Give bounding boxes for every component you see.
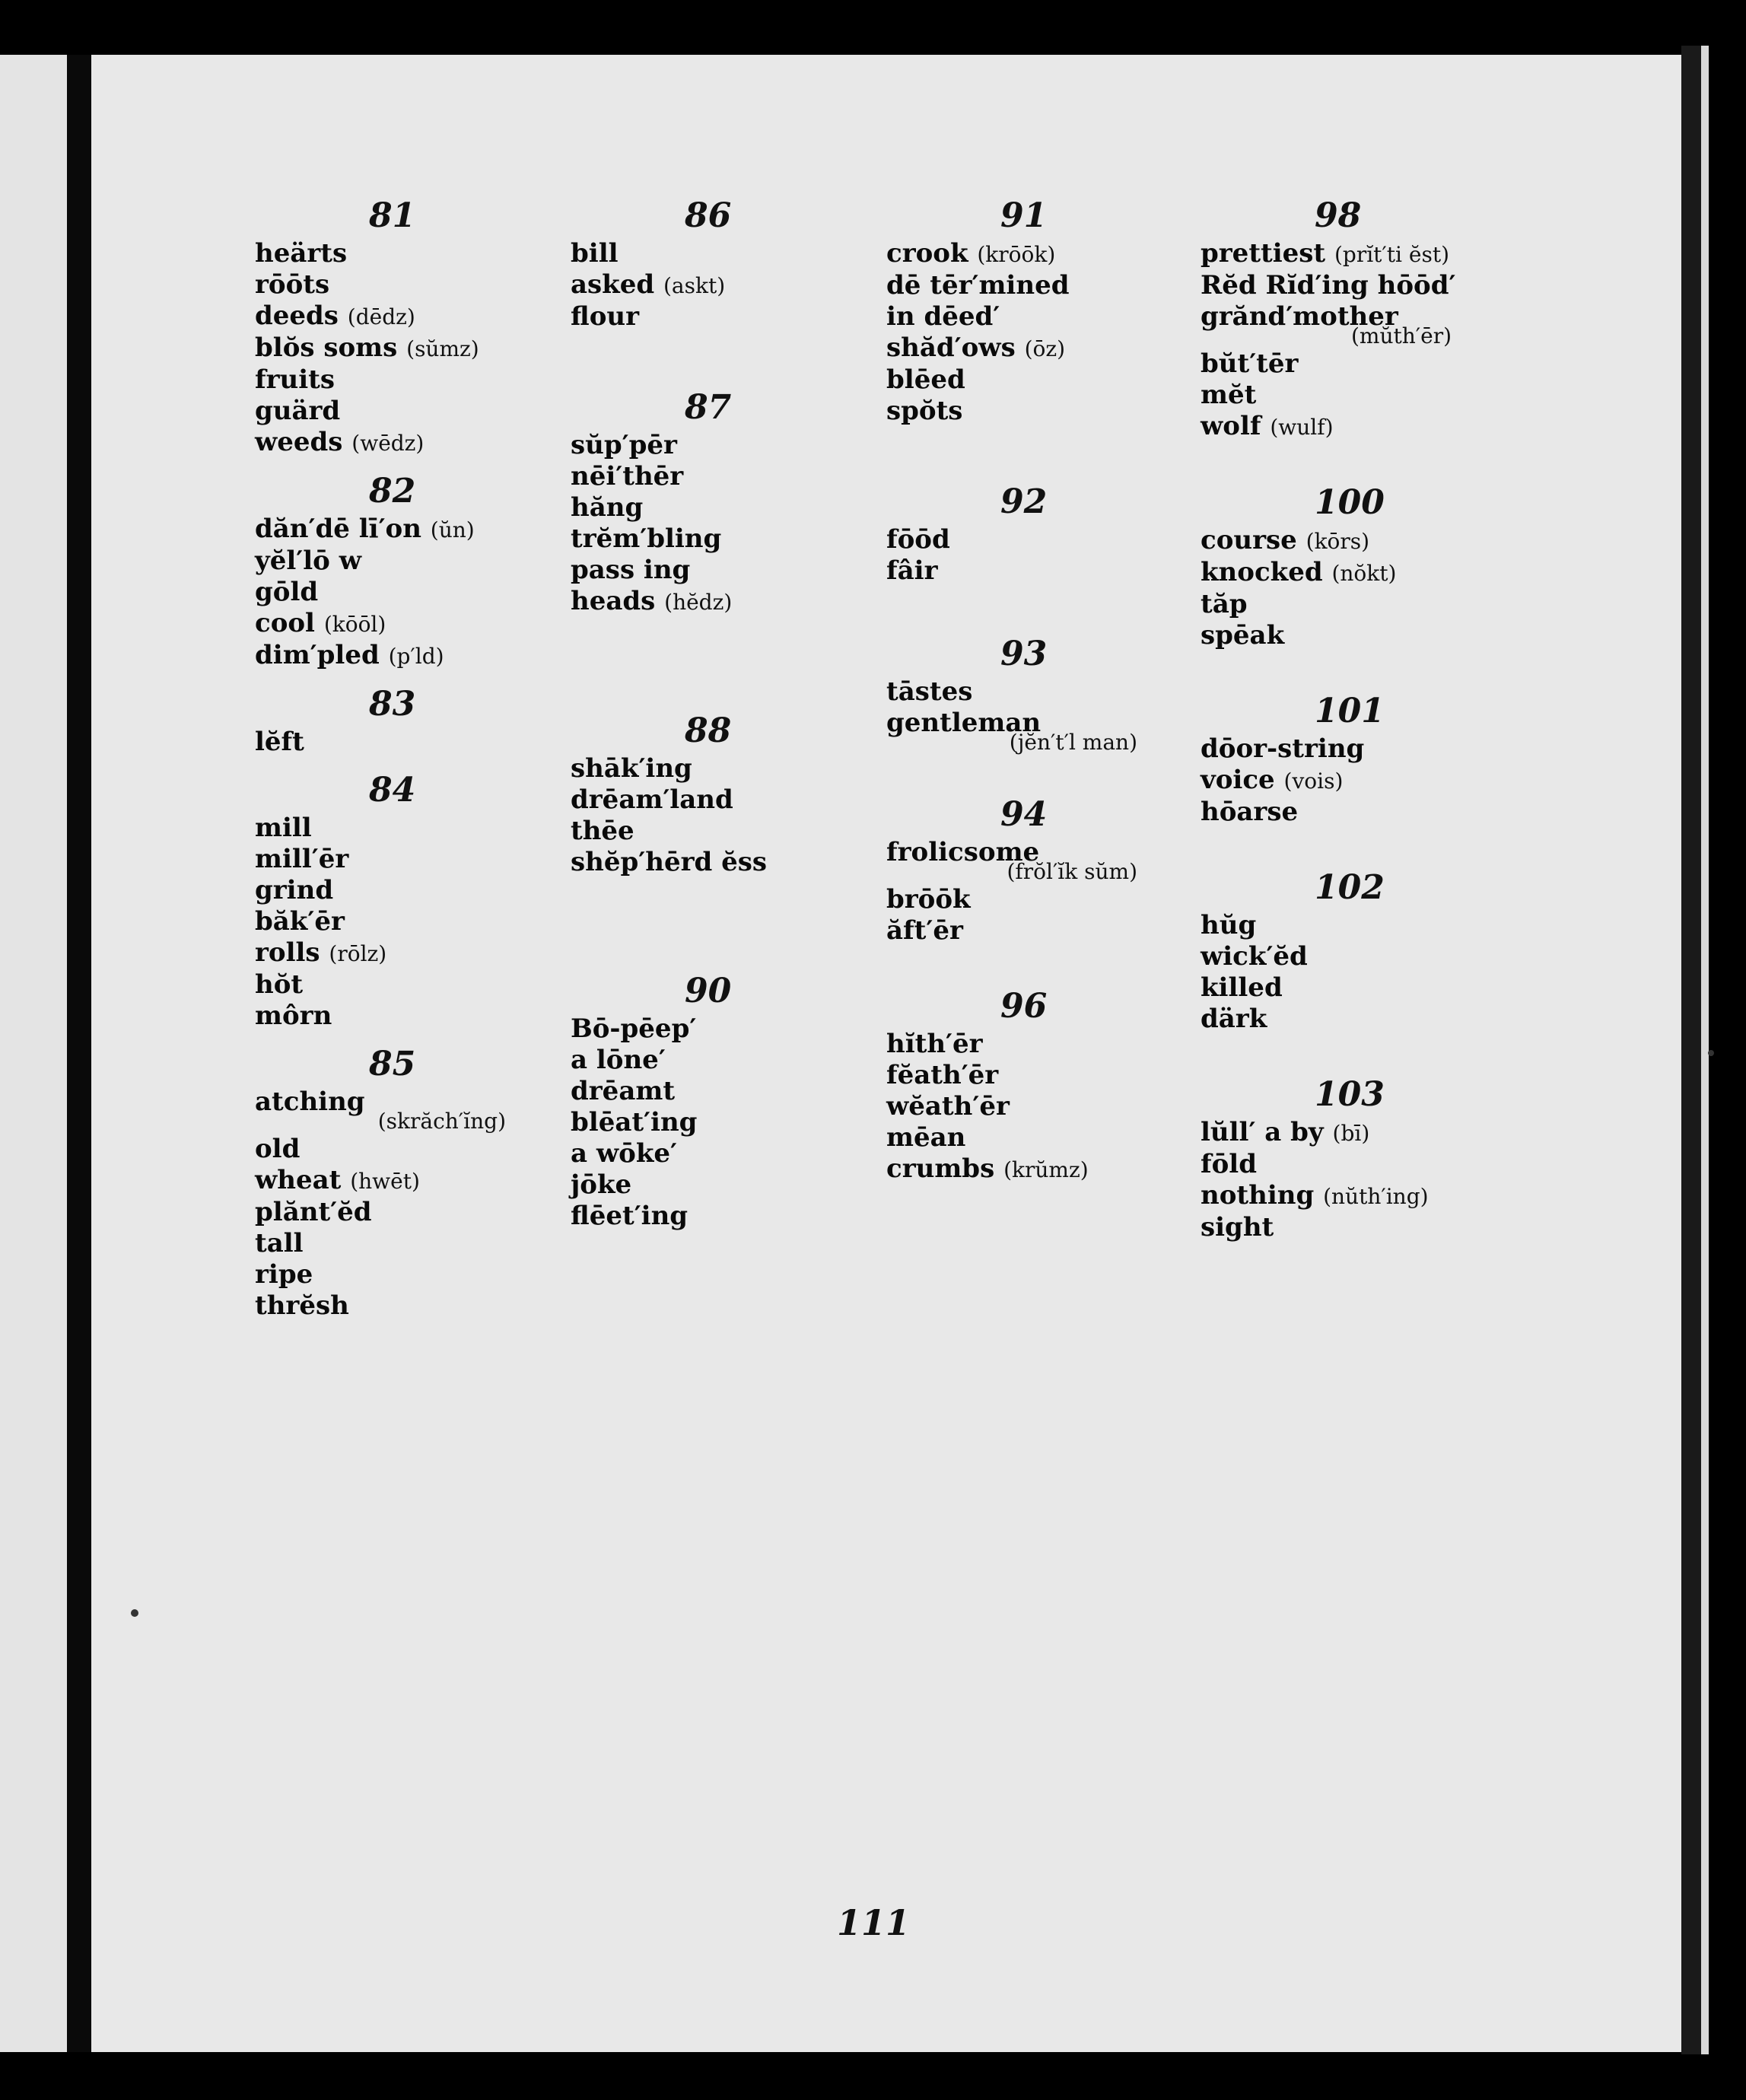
vocab-word <box>255 1228 506 1259</box>
vocab-word <box>255 577 506 608</box>
vocab-word <box>571 238 767 269</box>
left-page-strip <box>0 55 67 2052</box>
word-text: trĕm′bling <box>571 523 722 554</box>
vocab-word <box>1201 1117 1455 1149</box>
pronunciation: (krŭmz) <box>1003 1157 1089 1182</box>
word-text: fōōd <box>886 524 950 555</box>
vocab-word <box>886 915 1137 947</box>
word-text: mēan <box>886 1122 966 1153</box>
word-text: yĕl′lō w <box>255 546 361 576</box>
vocab-word <box>571 753 767 784</box>
vocab-word <box>886 238 1137 270</box>
vocab-word <box>571 1013 767 1045</box>
vocab-word <box>1201 270 1455 301</box>
pronunciation: (kōrs) <box>1306 529 1370 554</box>
vocab-word <box>255 1165 506 1197</box>
pronunciation: (bī) <box>1332 1121 1370 1146</box>
vocab-word <box>886 1029 1137 1060</box>
word-text: shăd′ows <box>886 332 1016 363</box>
word-text: tall <box>255 1228 304 1258</box>
word-text: shĕp′hērd ĕss <box>571 847 768 877</box>
pronunciation: (wulf) <box>1270 415 1334 440</box>
lesson-number: 81 <box>369 196 416 235</box>
word-text: thrĕsh <box>255 1290 349 1321</box>
word-text: hŭg <box>1201 910 1257 940</box>
page-edge <box>1681 46 1701 2054</box>
word-column-1 <box>255 194 506 1322</box>
lesson-number: 85 <box>369 1045 416 1083</box>
vocab-word <box>255 1197 506 1228</box>
word-text: a wōke′ <box>571 1138 677 1169</box>
word-text: killed <box>1201 972 1283 1003</box>
word-text: course <box>1201 525 1297 555</box>
word-column-4 <box>1201 194 1455 1243</box>
vocab-word <box>255 301 506 332</box>
word-text: knocked <box>1201 557 1323 587</box>
vocab-word <box>886 364 1137 396</box>
lesson-number: 92 <box>1000 482 1048 521</box>
lesson-block <box>1201 194 1455 443</box>
word-text: gōld <box>255 577 319 607</box>
pronunciation: (nŭth′ing) <box>1323 1184 1429 1209</box>
word-text: lŭll′ a by <box>1201 1117 1324 1147</box>
lesson-block <box>571 194 767 332</box>
pronunciation: (frŏl′ĭk sŭm) <box>1007 859 1137 884</box>
vocab-word <box>1201 557 1455 589</box>
vocab-word <box>1201 238 1455 270</box>
lesson-number: 93 <box>1000 635 1048 673</box>
ink-speck <box>131 1609 138 1617</box>
word-text: rōōts <box>255 269 330 300</box>
word-text: grind <box>255 875 334 905</box>
vocab-word <box>255 1290 506 1322</box>
vocab-word <box>571 784 767 816</box>
word-text: deeds <box>255 301 339 331</box>
vocab-word <box>571 1138 767 1169</box>
vocab-word <box>571 816 767 847</box>
word-text: tāstes <box>886 676 973 707</box>
vocab-word <box>886 1153 1137 1185</box>
pronunciation: (rōlz) <box>329 941 387 966</box>
word-text: prettiest <box>1201 238 1326 269</box>
word-text: hăng <box>571 492 644 523</box>
vocab-word <box>886 555 1137 587</box>
vocab-word <box>886 1060 1137 1091</box>
lesson-block <box>255 469 506 672</box>
vocab-word <box>886 332 1137 364</box>
vocab-word <box>1201 941 1455 972</box>
word-text: crook <box>886 238 968 269</box>
vocab-word <box>255 813 506 844</box>
lesson-block <box>571 709 767 878</box>
vocab-word <box>571 1107 767 1138</box>
word-text: heärts <box>255 238 348 269</box>
word-text: plănt′ĕd <box>255 1197 372 1227</box>
vocab-word <box>1201 910 1455 941</box>
lesson-block <box>886 194 1137 427</box>
word-text: môrn <box>255 1001 332 1031</box>
vocab-word <box>1201 797 1455 828</box>
pronunciation: (askt) <box>663 273 726 298</box>
lesson-block <box>886 632 1137 755</box>
word-text: frolicsome <box>886 837 1040 867</box>
word-text: hŏt <box>255 969 304 1000</box>
lesson-block <box>886 985 1137 1185</box>
pronunciation: (dēdz) <box>347 304 415 329</box>
vocab-word <box>1201 411 1455 443</box>
vocab-word <box>886 396 1137 427</box>
ink-speck <box>1708 1050 1714 1056</box>
word-text: heads <box>571 586 656 616</box>
word-text: wick′ĕd <box>1201 941 1308 972</box>
vocab-word <box>255 427 506 459</box>
word-text: in dēed′ <box>886 301 1000 332</box>
vocab-word <box>255 546 506 577</box>
word-text: crumbs <box>886 1153 995 1184</box>
vocab-word <box>1201 525 1455 557</box>
lesson-block <box>1201 481 1455 651</box>
vocab-word <box>1201 765 1455 797</box>
page-number: 111 <box>837 1902 911 1943</box>
word-text: băk′ēr <box>255 906 345 937</box>
pronunciation: (ōz) <box>1024 336 1066 361</box>
lesson-number: 98 <box>1315 196 1362 235</box>
vocab-word <box>571 301 767 332</box>
word-text: Rĕd Rĭd′ing hōōd′ <box>1201 270 1456 301</box>
vocab-word <box>571 492 767 523</box>
pronunciation: (jĕn′t′l man) <box>1009 730 1137 755</box>
word-text: ripe <box>255 1259 313 1290</box>
vocab-word <box>255 238 506 269</box>
vocab-word <box>1201 348 1455 380</box>
word-text: flēet′ing <box>571 1201 689 1231</box>
vocab-word <box>1201 589 1455 620</box>
word-text: grănd′mother <box>1201 301 1398 332</box>
word-text: drēam′land <box>571 784 733 815</box>
vocab-word <box>886 301 1137 332</box>
pronunciation: (vois) <box>1283 768 1344 794</box>
pronunciation: (skrăch′ĭng) <box>377 1109 506 1134</box>
word-text: drēamt <box>571 1076 676 1106</box>
word-text: nothing <box>1201 1180 1315 1211</box>
word-text: bŭt′tēr <box>1201 348 1299 379</box>
vocab-word <box>886 1122 1137 1153</box>
vocab-word <box>1201 380 1455 411</box>
word-text: brōōk <box>886 884 971 915</box>
vocab-word <box>886 524 1137 555</box>
lesson-number: 94 <box>1000 795 1048 834</box>
lesson-number: 88 <box>685 711 732 750</box>
word-text: blēed <box>886 364 965 395</box>
pronunciation: (prĭt′ti ĕst) <box>1334 242 1449 267</box>
word-text: voice <box>1201 765 1275 795</box>
vocab-word <box>1201 1212 1455 1243</box>
lesson-number: 83 <box>369 685 416 724</box>
vocab-word <box>571 555 767 586</box>
vocab-word <box>1201 1004 1455 1035</box>
word-text: spŏts <box>886 396 963 426</box>
vocab-word <box>255 844 506 875</box>
word-text: a lōne′ <box>571 1045 666 1075</box>
lesson-number: 100 <box>1315 483 1385 522</box>
vocab-word <box>255 1001 506 1032</box>
word-text: jōke <box>571 1169 632 1200</box>
word-text: hōarse <box>1201 797 1299 827</box>
pronunciation: (kōōl) <box>323 612 386 637</box>
vocab-word <box>255 727 506 758</box>
pronunciation: (nŏkt) <box>1331 561 1397 586</box>
vocab-word <box>886 270 1137 301</box>
vocab-word <box>1201 733 1455 765</box>
lesson-block <box>1201 689 1455 828</box>
word-text: Bō-pēep′ <box>571 1013 697 1044</box>
vocab-word <box>1201 1180 1455 1212</box>
vocab-word <box>1201 620 1455 651</box>
word-text: shāk′ing <box>571 753 692 784</box>
word-text: old <box>255 1134 301 1164</box>
word-text: rolls <box>255 937 320 968</box>
vocab-word <box>571 1045 767 1076</box>
vocab-word <box>571 1169 767 1201</box>
word-text: sŭp′pēr <box>571 430 677 460</box>
vocab-word <box>1201 1149 1455 1180</box>
lesson-block <box>1201 1073 1455 1243</box>
vocab-word <box>255 1134 506 1165</box>
lesson-number: 86 <box>685 196 732 235</box>
vocab-word <box>571 1076 767 1107</box>
lesson-number: 90 <box>685 972 732 1010</box>
lesson-number: 91 <box>1000 196 1048 235</box>
vocab-word <box>571 430 767 461</box>
pronunciation: (hĕdz) <box>664 590 733 615</box>
lesson-block <box>571 386 767 618</box>
vocab-word <box>255 269 506 301</box>
word-text: spēak <box>1201 620 1285 651</box>
word-text: gentleman <box>886 708 1042 738</box>
lesson-number: 101 <box>1315 692 1385 730</box>
word-text: weeds <box>255 427 343 457</box>
word-text: fōld <box>1201 1149 1257 1179</box>
vocab-word <box>255 906 506 937</box>
vocab-word <box>255 640 506 672</box>
pronunciation: (hwēt) <box>350 1169 420 1194</box>
word-text: därk <box>1201 1004 1267 1034</box>
pronunciation: (p′ld) <box>388 644 444 669</box>
lesson-block <box>255 768 506 1032</box>
lesson-block <box>255 1042 506 1322</box>
lesson-block <box>886 480 1137 587</box>
word-text: fruits <box>255 364 336 395</box>
vocab-word <box>255 364 506 396</box>
lesson-block <box>571 969 767 1232</box>
word-text: thēe <box>571 816 634 846</box>
lesson-block <box>255 682 506 758</box>
vocab-word <box>255 332 506 364</box>
vocab-word <box>255 514 506 546</box>
pronunciation: (ŭn) <box>430 517 475 542</box>
word-text: nēi′thēr <box>571 461 684 492</box>
word-text: dim′pled <box>255 640 380 670</box>
lesson-block <box>1201 866 1455 1035</box>
pronunciation: (mŭth′ēr) <box>1350 323 1452 348</box>
pronunciation: (krōōk) <box>977 242 1056 267</box>
pronunciation: (sŭmz) <box>406 336 479 361</box>
vocab-word <box>571 269 767 301</box>
vocab-word <box>571 847 767 878</box>
vocab-word <box>1201 972 1455 1004</box>
vocab-word <box>886 1091 1137 1122</box>
word-text: mill <box>255 813 312 843</box>
word-text: dē tēr′mined <box>886 270 1070 301</box>
pronunciation: (wēdz) <box>351 431 425 456</box>
word-text: cool <box>255 608 315 638</box>
lesson-number: 102 <box>1315 868 1385 907</box>
word-text: asked <box>571 269 655 300</box>
vocab-word <box>571 586 767 618</box>
lesson-number: 84 <box>369 771 416 810</box>
page-gutter <box>67 55 91 2052</box>
word-text: tăp <box>1201 589 1248 619</box>
word-text: dăn′dē lī′on <box>255 514 421 544</box>
vocab-word <box>255 608 506 640</box>
word-text: hĭth′ēr <box>886 1029 983 1059</box>
lesson-block <box>886 793 1137 947</box>
word-text: bill <box>571 238 619 269</box>
page-edge-light <box>1701 46 1709 2054</box>
word-column-2 <box>571 194 767 1232</box>
word-text: dōor-string <box>1201 733 1365 764</box>
word-text: fâir <box>886 555 938 586</box>
word-text: sight <box>1201 1212 1274 1242</box>
lesson-number: 87 <box>685 388 732 427</box>
word-text: blēat′ing <box>571 1107 698 1138</box>
word-text: ăft′ēr <box>886 915 963 946</box>
word-column-3 <box>886 194 1137 1185</box>
vocab-word <box>571 523 767 555</box>
word-text: wĕath′ēr <box>886 1091 1010 1122</box>
word-text: pass ing <box>571 555 691 585</box>
word-text: lĕft <box>255 727 304 757</box>
lesson-block <box>255 194 506 459</box>
lesson-number: 96 <box>1000 987 1048 1026</box>
vocab-word <box>571 461 767 492</box>
vocab-word <box>886 884 1137 915</box>
vocab-word <box>255 937 506 969</box>
word-text: flour <box>571 301 640 332</box>
vocab-word <box>255 969 506 1001</box>
vocab-word <box>255 396 506 427</box>
word-text: mill′ēr <box>255 844 349 874</box>
vocab-word <box>255 875 506 906</box>
lesson-number: 82 <box>369 472 416 511</box>
word-text: atching <box>255 1087 365 1117</box>
word-text: wolf <box>1201 411 1261 441</box>
vocab-word <box>886 676 1137 708</box>
vocab-word <box>255 1259 506 1290</box>
word-text: wheat <box>255 1165 342 1195</box>
word-text: guärd <box>255 396 341 426</box>
lesson-number: 103 <box>1315 1075 1385 1114</box>
vocab-word <box>571 1201 767 1232</box>
word-text: mĕt <box>1201 380 1257 410</box>
word-text: blŏs soms <box>255 332 398 363</box>
word-text: fĕath′ēr <box>886 1060 999 1090</box>
